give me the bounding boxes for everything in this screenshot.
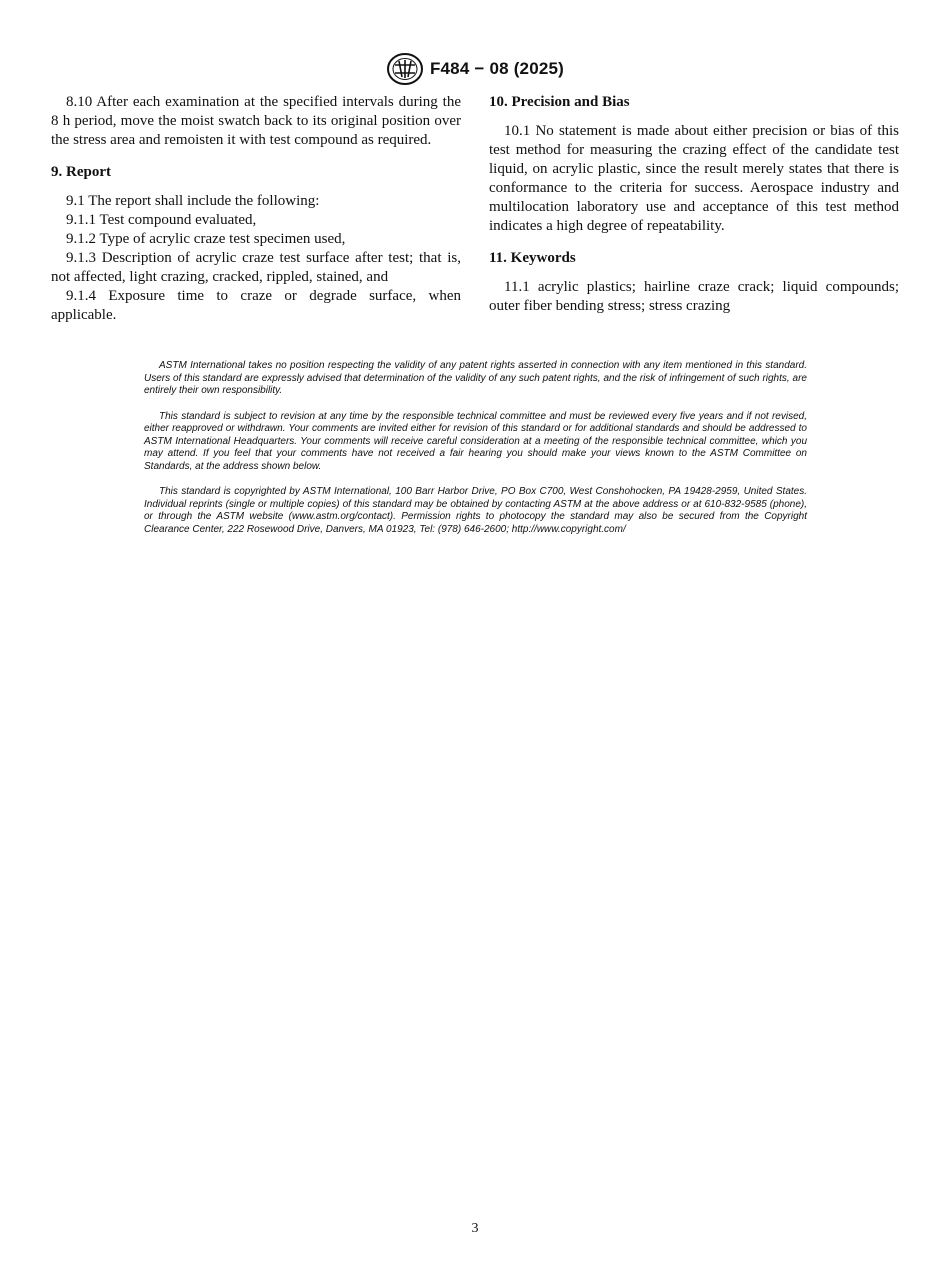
page-header [0, 50, 950, 88]
legal-notices [144, 360, 807, 549]
patent-notice: ASTM International takes no position respecting the validity of any patent rights asserted in connection with any item mentioned in this standard. Users of this standard are expressly advised that determination of the validity of any such patent rights, and the risk of infringement of such rights, are entirely their own responsibility. [144, 360, 807, 396]
paragraph-9-1: 9.1 The report shall include the following: [66, 193, 320, 209]
paragraph-10-1: 10.1 No statement is made about either precision or bias of this test method for measuring the crazing effect of the candidate test liquid, on acrylic plastic, since the result merely states that there is conformance to the criteria for success. Aerospace industry and multilocation laboratory use and acceptance of this test method indicates a high degree of repeatability. [489, 123, 899, 234]
right-column [489, 93, 899, 316]
standard-designation: F484 − 08 (2025) [429, 59, 565, 78]
paragraph-8-10: 8.10 After each examination at the specified intervals during the 8 h period, move the moist swatch back to its original position over the stress area and remoisten it with test compound as required. [51, 94, 461, 148]
astm-logo-icon [386, 52, 424, 86]
revision-notice: This standard is subject to revision at any time by the responsible technical committee and must be reviewed every five years and if not revised, either reapproved or withdrawn. Your comments are invited either for revision of this standard or for additional standards and should be addressed to ASTM International Headquarters. Your comments will receive careful consideration at a meeting of the responsible technical committee, which you may attend. If you feel that your comments have not received a fair hearing you should make your views known to the ASTM Committee on Standards, at the address shown below. [144, 410, 807, 472]
list-item-9-1-4: 9.1.4 Exposure time to craze or degrade surface, when applicable. [51, 288, 461, 323]
page-number: 3 [471, 1221, 479, 1236]
paragraph-11-1: 11.1 acrylic plastics; hairline craze crack; liquid compounds; outer fiber bending stress; stress crazing [489, 279, 899, 314]
copyright-notice: This standard is copyrighted by ASTM International, 100 Barr Harbor Drive, PO Box C700, West Conshohocken, PA 19428-2959, United States. Individual reprints (single or multiple copies) of this standard may be obtained by contacting ASTM at the above address or at 610-832-9585 (phone), or through the ASTM website (www.astm.org/contact). Permission rights to photocopy the standard may also be secured from the Copyright Clearance Center, 222 Rosewood Drive, Danvers, MA 01923, Tel: (978) 646-2600; http://www.copyright.com/ [144, 486, 807, 535]
section-9-heading: 9. Report [51, 164, 111, 180]
list-item-9-1-2: 9.1.2 Type of acrylic craze test specimen used, [66, 231, 346, 247]
list-item-9-1-1: 9.1.1 Test compound evaluated, [66, 212, 257, 228]
left-column [51, 93, 461, 325]
section-10-heading: 10. Precision and Bias [489, 94, 630, 110]
list-item-9-1-3: 9.1.3 Description of acrylic craze test surface after test; that is, not affected, light crazing, cracked, rippled, stained, and [51, 250, 461, 285]
section-11-heading: 11. Keywords [489, 250, 576, 266]
